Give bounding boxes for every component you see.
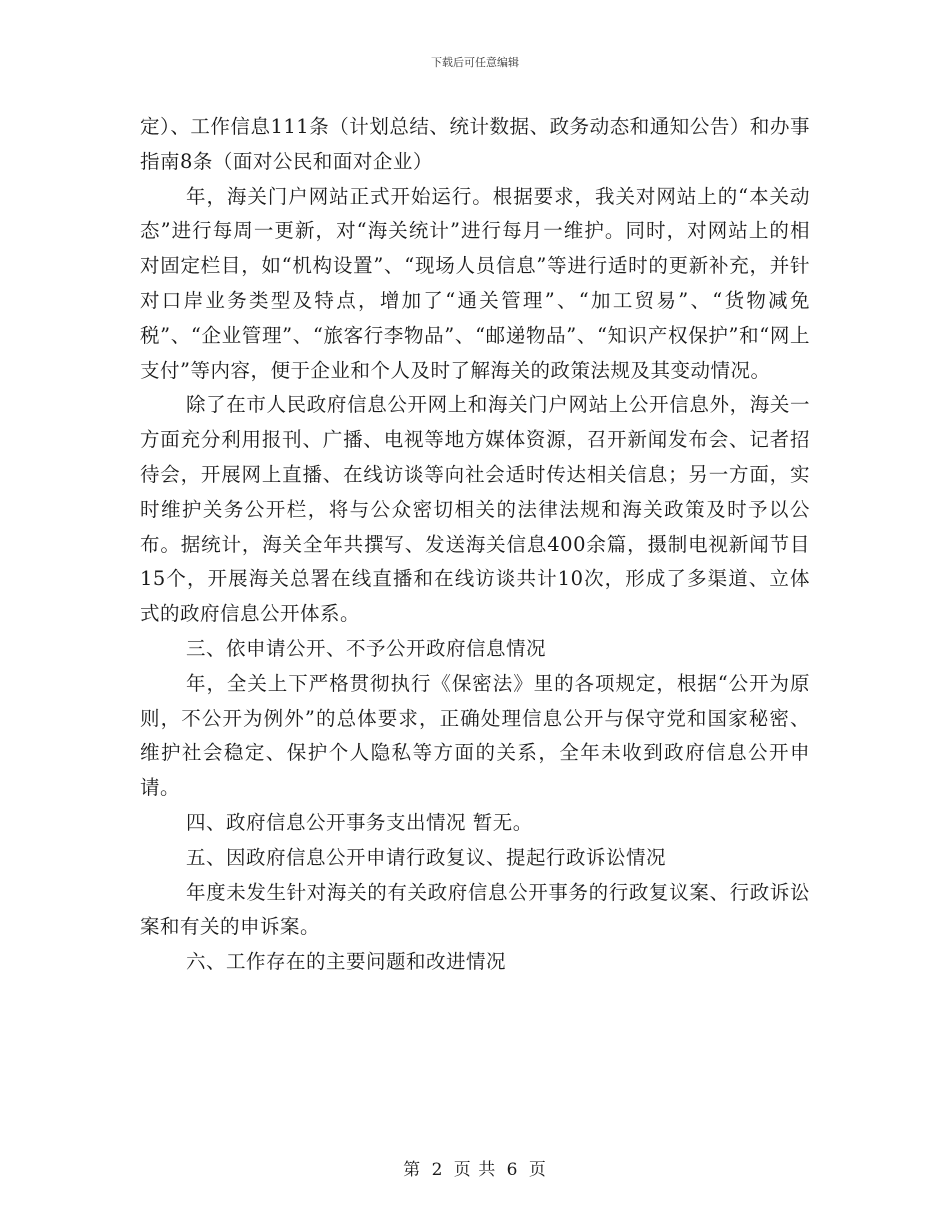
footer-prefix: 第	[403, 1160, 422, 1180]
section-heading-6: 六、工作存在的主要问题和改进情况	[186, 950, 507, 974]
paragraph-website-operation: 年，海关门户网站正式开始运行。根据要求，我关对网站上的“本关动态”进行每周一更新，对“海关统计”进行每月一维护。同时，对网站上的相对固定栏目，如“机构设置”、“现场人员信息”等进行适时的更新补充，并针对口岸业务类型及特点，增加了“通关管理”、“加工贸易”、“货物减免税”、“企业管理”、“旅客行李物品”、“邮递物品”、“知识产权保护”和“网上支付”等内容，便于企业和个人及时了解海关的政策法规及其变动情况。	[140, 184, 810, 382]
paragraph-confidentiality: 年，全关上下严格贯彻执行《保密法》里的各项规定，根据“公开为原则，不公开为例外”的总体要求，正确处理信息公开与保守党和国家秘密、维护社会稳定、保护个人隐私等方面的关系，全年未收到政府信息公开申请。	[140, 671, 810, 800]
current-page-number: 2	[431, 1160, 444, 1180]
footer-middle: 页 共	[453, 1160, 497, 1180]
document-body	[140, 110, 810, 980]
footer-suffix: 页	[528, 1160, 547, 1180]
paragraph-no-litigation: 年度未发生针对海关的有关政府信息公开事务的行政复议案、行政诉讼案和有关的申诉案。	[140, 880, 810, 939]
section-heading-3: 三、依申请公开、不予公开政府信息情况	[186, 636, 547, 660]
paragraph-continuation: 定）、工作信息111条（计划总结、统计数据、政务动态和通知公告）和办事指南8条（面对公民和面对企业）	[140, 115, 810, 173]
page-footer	[0, 1155, 950, 1180]
total-page-count: 6	[506, 1160, 519, 1180]
section-heading-4: 四、政府信息公开事务支出情况 暂无。	[186, 810, 533, 834]
page-header-note: 下载后可任意编辑	[431, 56, 519, 69]
section-heading-5: 五、因政府信息公开申请行政复议、提起行政诉讼情况	[186, 845, 667, 869]
paragraph-media-channels: 除了在市人民政府信息公开网上和海关门户网站上公开信息外，海关一方面充分利用报刊、广播、电视等地方媒体资源，召开新闻发布会、记者招待会，开展网上直播、在线访谈等向社会适时传达相关信息；另一方面，实时维护关务公开栏，将与公众密切相关的法律法规和海关政策及时予以公布。据统计，海关全年共撰写、发送海关信息400余篇，摄制电视新闻节目15个，开展海关总署在线直播和在线访谈共计10次，形成了多渠道、立体式的政府信息公开体系。	[140, 393, 810, 626]
